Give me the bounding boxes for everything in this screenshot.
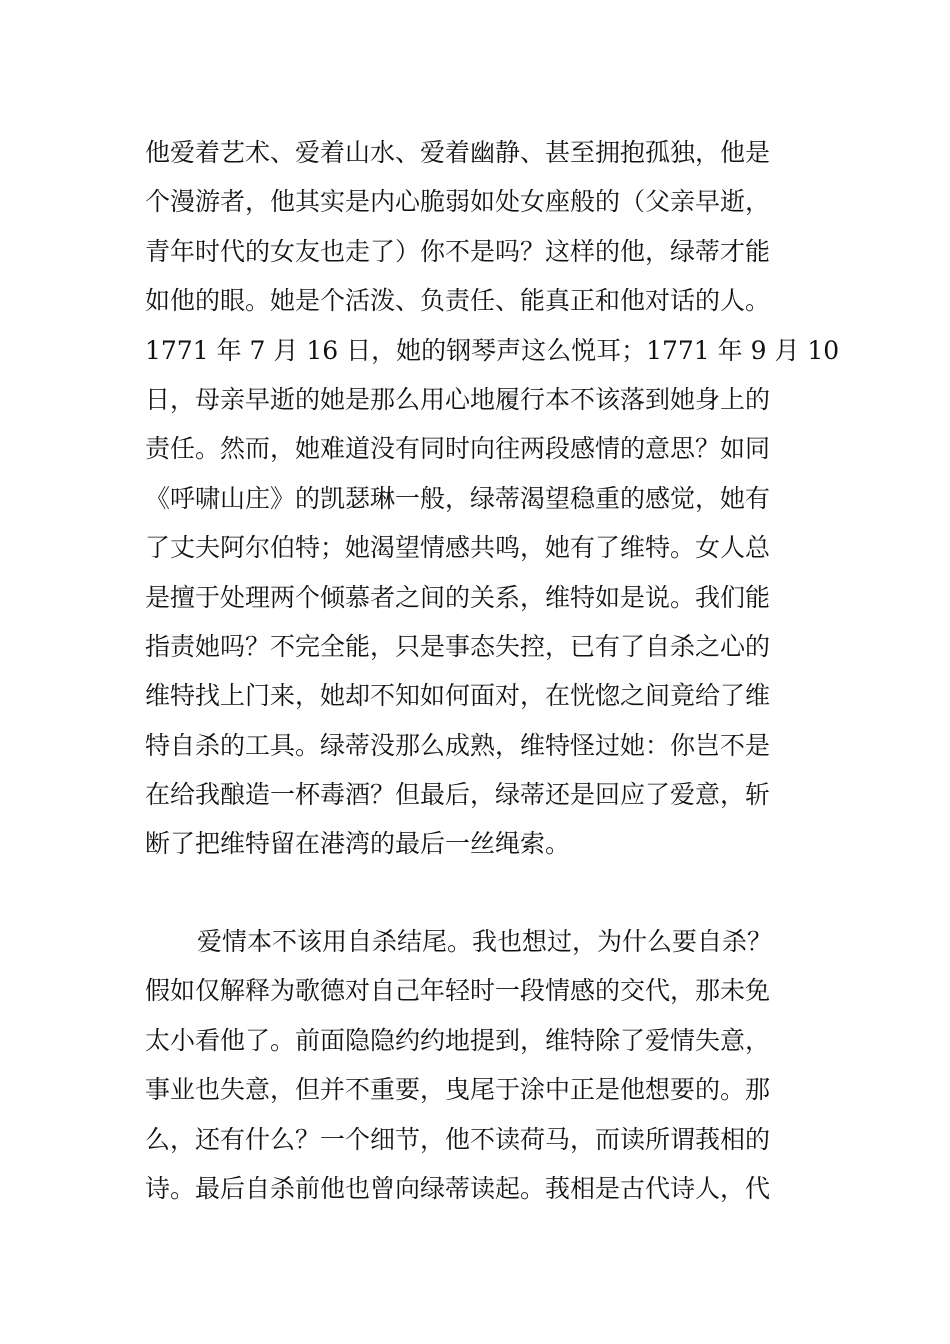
text-line: 是擅于处理两个倾慕者之间的关系，维特如是说。我们能 bbox=[145, 582, 771, 612]
text-line: 《呼啸山庄》的凯瑟琳一般，绿蒂渴望稳重的感觉，她有 bbox=[145, 483, 771, 513]
paragraph-2 bbox=[145, 917, 835, 1213]
text-line: 事业也失意，但并不重要，曳尾于涂中正是他想要的。那 bbox=[145, 1075, 771, 1105]
text-line: 责任。然而，她难道没有同时向往两段感情的意思？如同 bbox=[145, 434, 771, 464]
text-line: 日，母亲早逝的她是那么用心地履行本不该落到她身上的 bbox=[145, 384, 771, 414]
text-line: 么，还有什么？一个细节，他不读荷马，而读所谓莪相的 bbox=[145, 1124, 771, 1154]
text-line: 维特找上门来，她却不知如何面对，在恍惚之间竟给了维 bbox=[145, 681, 771, 711]
text-line: 断了把维特留在港湾的最后一丝绳索。 bbox=[145, 829, 571, 859]
text-line: 青年时代的女友也走了）你不是吗？这样的他，绿蒂才能 bbox=[145, 236, 771, 266]
paragraph-1 bbox=[145, 128, 840, 869]
text-line: 诗。最后自杀前他也曾向绿蒂读起。莪相是古代诗人，代 bbox=[145, 1173, 771, 1203]
text-line: 太小看他了。前面隐隐约约地提到，维特除了爱情失意， bbox=[145, 1025, 771, 1055]
text-line: 假如仅解释为歌德对自己年轻时一段情感的交代，那未免 bbox=[145, 976, 771, 1006]
text-line: 个漫游者，他其实是内心脆弱如处女座般的（父亲早逝， bbox=[145, 187, 771, 217]
text-line: 他爱着艺术、爱着山水、爱着幽静、甚至拥抱孤独，他是 bbox=[145, 138, 771, 167]
text-line: 爱情本不该用自杀结尾。我也想过，为什么要自杀？ bbox=[197, 927, 773, 956]
text-line: 了丈夫阿尔伯特；她渴望情感共鸣，她有了维特。女人总 bbox=[145, 533, 771, 563]
text-line: 如他的眼。她是个活泼、负责任、能真正和他对话的人。 bbox=[145, 286, 771, 316]
text-line: 指责她吗？不完全能，只是事态失控，已有了自杀之心的 bbox=[145, 631, 771, 661]
text-line: 特自杀的工具。绿蒂没那么成熟，维特怪过她：你岂不是 bbox=[145, 730, 771, 760]
text-line: 1771 年 7 月 16 日，她的钢琴声这么悦耳；1771 年 9 月 10 bbox=[145, 335, 840, 365]
text-line: 在给我酿造一杯毒酒？但最后，绿蒂还是回应了爱意，斩 bbox=[145, 780, 771, 810]
